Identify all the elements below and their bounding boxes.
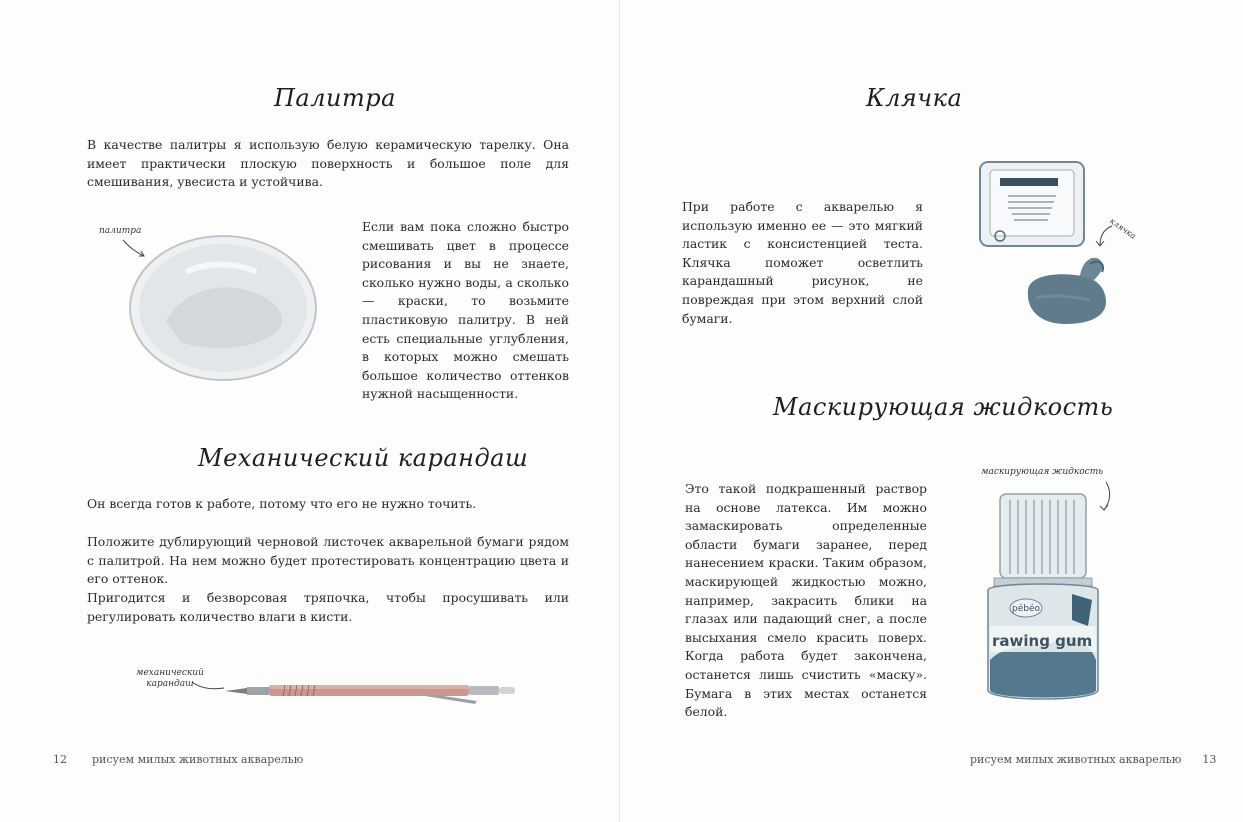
left-footer-title: рисуем милых животных акварелью	[92, 753, 304, 766]
palette-label: палитра	[99, 226, 142, 236]
palette-side-text: Если вам пока сложно быстро смешивать цвет в процессе рисования и вы не знаете, сколько нужно воды, а сколько — краски, то возьмите пластиковую палитру. В ней есть специальные углубления, в которых можно смешать большое количество оттенков нужной насыщенности.	[362, 219, 569, 402]
pencil-label-line-2: карандаш	[146, 679, 194, 689]
left-page	[0, 0, 620, 822]
masking-text: Это такой подкрашенный раствор на основе латекса. Им можно замаскировать определенные области бумаги заранее, перед нанесением краски. Таким образом, маскирующей жидкостью можно, например, закрасить блики на глазах или падающий снег, а после высыхания смело красить поверх. Когда работа будет закончена, останется лишь счистить «маску». Бумага в этих местах останется белой.	[685, 481, 927, 720]
left-footer	[53, 753, 303, 766]
pencil-label-line-1: механический	[136, 668, 204, 678]
masking-heading: Маскирующая жидкость	[773, 393, 1114, 421]
eraser-label: клячка	[1108, 216, 1138, 241]
palette-heading: Палитра	[274, 84, 396, 112]
masking-label: маскирующая жидкость	[981, 467, 1104, 477]
right-page-number: 13	[1202, 753, 1217, 766]
eraser-heading: Клячка	[866, 84, 963, 112]
pencil-label-arrow-icon	[190, 680, 230, 694]
palette-intro: В качестве палитры я использую белую керамическую тарелку. Она имеет практически плоскую поверхность и большое поле для смешивания, увесиста и устойчива.	[87, 137, 569, 190]
left-page-number: 12	[53, 753, 67, 766]
bottle-brand-text: pébéo	[1011, 604, 1041, 614]
masking-fluid-bottle-image	[980, 490, 1110, 710]
eraser-case-image	[978, 160, 1088, 250]
pencil-paragraph-1: Он всегда готов к работе, потому что его не нужно точить.	[87, 496, 477, 511]
bottle-label-text: rawing gum	[992, 632, 1093, 650]
palette-plate-image	[126, 232, 322, 384]
mechanical-pencil-image	[225, 682, 520, 710]
eraser-label-arrow-icon	[1094, 224, 1120, 250]
right-footer-title: рисуем милых животных акварелью	[970, 753, 1182, 766]
eraser-putty-image	[1020, 250, 1120, 332]
right-page	[620, 0, 1243, 822]
pencil-paragraph-3: Пригодится и безворсовая тряпочка, чтобы просушивать или регулировать количество влаги в кисти.	[87, 590, 569, 624]
pencil-heading: Механический карандаш	[198, 444, 529, 472]
eraser-text: При работе с акварелью я использую именно ее — это мягкий ластик с консистенцией теста. Клячка поможет осветлить карандашный рисунок, не повреждая при этом верхний слой бумаги.	[682, 199, 923, 326]
right-footer	[970, 753, 1216, 766]
pencil-paragraph-2: Положите дублирующий черновой листочек акварельной бумаги рядом с палитрой. На нем можно будет протестировать концентрацию цвета и его оттенок.	[87, 534, 569, 587]
